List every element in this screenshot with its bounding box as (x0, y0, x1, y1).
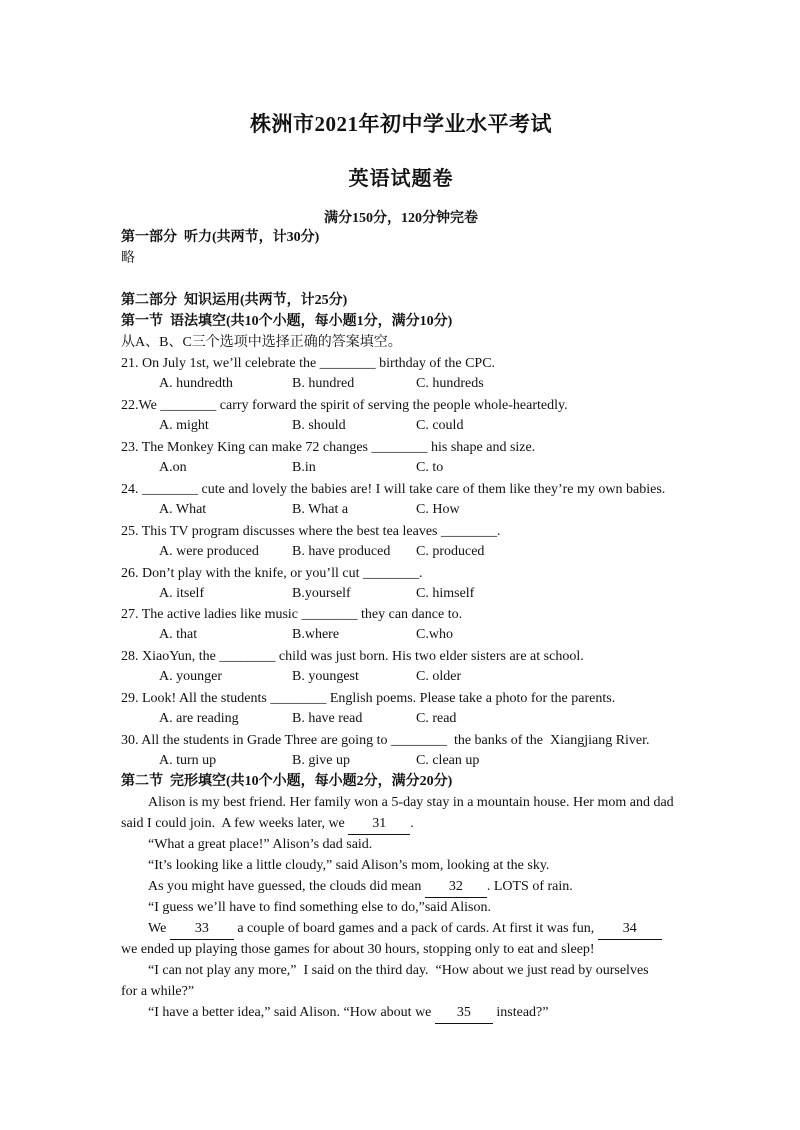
option-b-23: B.in (292, 460, 316, 475)
question-21: 21. On July 1st, we’ll celebrate the ________ birthday of the CPC. (121, 356, 496, 371)
score-info: 满分150分，120分钟完卷 (324, 211, 478, 226)
option-a-24: A. What (159, 502, 207, 517)
passage-line (148, 1003, 549, 1024)
passage-line: “I can not play any more,” I said on the third day. “How about we just read by ourselves (148, 963, 649, 978)
option-c-30: C. clean up (416, 753, 480, 768)
passage-text: . LOTS of rain. (486, 879, 573, 894)
option-a-25: A. were produced (159, 544, 259, 559)
blank-32: 32 (425, 877, 487, 898)
blank-34: 34 (598, 919, 662, 940)
passage-line: we ended up playing those games for about 30 hours, stopping only to eat and sleep! (121, 942, 595, 957)
question-24: 24. ________ cute and lovely the babies are! I will take care of them like they’re my own babies. (121, 482, 666, 497)
option-c-28: C. older (416, 669, 462, 684)
option-b-28: B. youngest (292, 669, 359, 684)
option-c-22: C. could (416, 418, 464, 433)
option-a-29: A. are reading (159, 711, 239, 726)
option-b-29: B. have read (292, 711, 363, 726)
passage-line: “I guess we’ll have to find something else to do,”said Alison. (148, 900, 491, 915)
option-c-23: C. to (416, 460, 444, 475)
part1-heading: 第一部分 听力(共两节，计30分) (121, 230, 320, 245)
option-b-26: B.yourself (292, 586, 351, 601)
option-c-29: C. read (416, 711, 457, 726)
passage-line (148, 919, 662, 940)
passage-text: As you might have guessed, the clouds did mean (148, 879, 425, 894)
option-b-27: B.where (292, 627, 340, 642)
passage-line: Alison is my best friend. Her family won a 5-day stay in a mountain house. Her mom and dad (148, 795, 674, 810)
exam-subtitle: 英语试题卷 (348, 168, 454, 190)
question-28: 28. XiaoYun, the ________ child was just born. His two elder sisters are at school. (121, 649, 584, 664)
passage-text: said I could join. A few weeks later, we (121, 816, 349, 831)
section2-heading: 第二节 完形填空(共10个小题，每小题2分，满分20分) (121, 774, 453, 789)
option-b-25: B. have produced (292, 544, 391, 559)
question-22: 22.We ________ carry forward the spirit of serving the people whole-heartedly. (121, 398, 568, 413)
option-b-30: B. give up (292, 753, 350, 768)
exam-title: 株洲市2021年初中学业水平考试 (250, 112, 552, 136)
option-a-28: A. younger (159, 669, 222, 684)
option-c-24: C. How (416, 502, 460, 517)
option-b-21: B. hundred (292, 376, 355, 391)
passage-line: for a while?” (121, 984, 195, 999)
option-a-21: A. hundredth (159, 376, 233, 391)
option-c-21: C. hundreds (416, 376, 484, 391)
part1-note: 略 (121, 251, 135, 266)
part2-heading: 第二部分 知识运用(共两节，计25分) (121, 293, 348, 308)
section1-heading: 第一节 语法填空(共10个小题，每小题1分，满分10分) (121, 314, 453, 329)
question-25: 25. This TV program discusses where the best tea leaves ________. (121, 524, 501, 539)
passage-text: a couple of board games and a pack of cards. At first it was fun, (233, 921, 598, 936)
question-30: 30. All the students in Grade Three are going to ________ the banks of the Xiangjiang River. (121, 733, 650, 748)
question-29: 29. Look! All the students ________ English poems. Please take a photo for the parents. (121, 691, 616, 706)
question-23: 23. The Monkey King can make 72 changes ________ his shape and size. (121, 440, 536, 455)
blank-31: 31 (348, 814, 410, 835)
option-c-25: C. produced (416, 544, 485, 559)
passage-line: “It’s looking like a little cloudy,” said Alison’s mom, looking at the sky. (148, 858, 550, 873)
passage-text: instead?” (492, 1005, 549, 1020)
passage-text: . (410, 816, 414, 831)
passage-line (148, 877, 573, 898)
option-a-30: A. turn up (159, 753, 217, 768)
section1-instruction: 从A、B、C三个选项中选择正确的答案填空。 (121, 335, 402, 350)
option-a-23: A.on (159, 460, 187, 475)
passage-line (121, 814, 414, 835)
option-c-27: C.who (416, 627, 453, 642)
blank-35: 35 (435, 1003, 493, 1024)
question-26: 26. Don’t play with the knife, or you’ll cut ________. (121, 566, 423, 581)
blank-33: 33 (170, 919, 234, 940)
passage-line: “What a great place!” Alison’s dad said. (148, 837, 373, 852)
option-a-27: A. that (159, 627, 198, 642)
option-b-22: B. should (292, 418, 346, 433)
option-c-26: C. himself (416, 586, 475, 601)
question-27: 27. The active ladies like music ________ they can dance to. (121, 607, 463, 622)
passage-text: We (148, 921, 170, 936)
option-a-26: A. itself (159, 586, 205, 601)
passage-text: “I have a better idea,” said Alison. “How about we (148, 1005, 435, 1020)
option-a-22: A. might (159, 418, 209, 433)
option-b-24: B. What a (292, 502, 349, 517)
